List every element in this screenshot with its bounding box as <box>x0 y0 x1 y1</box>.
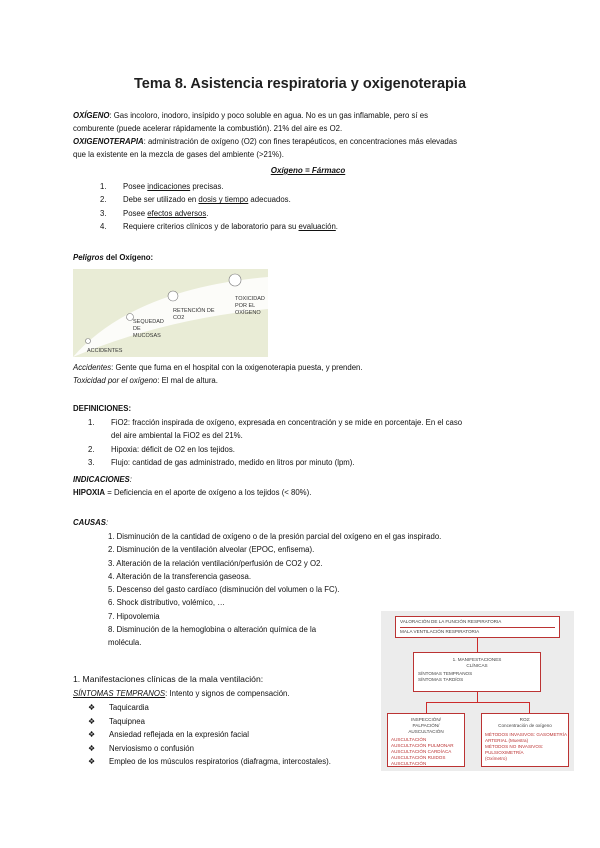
sintoma-item-text: Taquipnea <box>109 716 145 726</box>
farmaco-item-post: precisas. <box>190 182 224 191</box>
diamond-bullet-icon: ❖ <box>88 730 96 740</box>
label-sequedad-2: DE <box>133 326 141 332</box>
farmaco-item-num: 3. <box>100 208 107 218</box>
diagram-mid-title-2: CLÍNICAS <box>466 663 488 668</box>
diagram-connector-1 <box>477 638 478 652</box>
diagram-right-item: MÉTODOS NO INVASIVOS: PULSIOXIMETRÍA <box>485 744 544 755</box>
farmaco-item <box>100 207 338 220</box>
farmaco-item <box>100 220 338 233</box>
definicion-item-line1: FiO2: fracción inspirada de oxígeno, expresada en concentración y se mide en porcentaje. En el caso <box>111 418 463 427</box>
label-toxicidad-3: OXÍGENO <box>235 310 261 316</box>
diagram-top-box <box>395 616 560 638</box>
oxigenoterapia-text-2: que la existente en la mezcla de gases del ambiente (>21%). <box>73 150 284 159</box>
causa-item: 2. Disminución de la ventilación alveolar (EPOC, enfisema). <box>108 545 315 555</box>
diagram-right-title-2: Concentración de oxígeno <box>498 723 552 728</box>
toxicidad-marker <box>229 274 241 286</box>
diagram-top-title: VALORACIÓN DE LA FUNCIÓN RESPIRATORIA <box>400 619 502 624</box>
sintoma-item-text: Taquicardia <box>109 703 149 712</box>
sintoma-item-text: Empleo de los músculos respiratorios (diafragma, intercostales). <box>109 757 331 767</box>
accidentes-note-term: Accidentes <box>73 363 112 372</box>
diamond-bullet-icon: ❖ <box>88 716 96 726</box>
definicion-item <box>88 456 462 469</box>
oxigenoterapia-term: OXIGENOTERAPIA <box>73 137 144 146</box>
causa-item: 6. Shock distributivo, volémico, … <box>108 598 225 608</box>
diagram-left-item: AUSCULTACIÓN PULMONAR <box>391 743 454 748</box>
oxigeno-term: OXÍGENO <box>73 111 110 120</box>
definicion-item <box>88 416 462 443</box>
causa-item: 4. Alteración de la transferencia gaseosa. <box>108 571 252 581</box>
causa-item: 1. Disminución de la cantidad de oxígeno o de la presión parcial del oxígeno en el gas inspirado. <box>108 532 442 541</box>
indicaciones-colon: : <box>129 475 132 484</box>
definicion-item-line2: del aire ambiental la FiO2 es del 21%. <box>111 431 243 441</box>
hipoxia-text: = Deficiencia en el aporte de oxígeno a los tejidos (< 80%). <box>105 488 312 497</box>
definicion-item-text <box>111 456 355 469</box>
definiciones-list <box>88 416 462 470</box>
causa-item: 3. Alteración de la relación ventilación/perfusión de CO2 y O2. <box>108 558 323 568</box>
manifestaciones-heading: 1. Manifestaciones clínicas de la mala ventilación: <box>73 674 264 684</box>
causa-item: 5. Descenso del gasto cardíaco (disminución del volumen o la FC). <box>108 585 340 595</box>
farmaco-item-post: . <box>335 222 338 232</box>
farmaco-item-underlined: dosis y tiempo <box>198 195 249 205</box>
accidentes-marker <box>86 339 91 344</box>
accidentes-note-text: : Gente que fuma en el hospital con la oxigenoterapia puesta, y prenden. <box>111 363 363 372</box>
toxicidad-note-text: : El mal de altura. <box>157 376 218 385</box>
causas-heading: CAUSAS <box>73 518 106 527</box>
peligros-illustration <box>73 269 268 357</box>
diagram-mid-sub-1: SÍNTOMAS TEMPRANOS <box>418 671 473 676</box>
diagram-left-title-3: AUSCULTACIÓN <box>408 729 444 734</box>
farmaco-item-num: 4. <box>100 222 107 232</box>
sintomas-tempranos-text: : Intento y signos de compensación. <box>165 689 290 698</box>
definicion-item-text <box>111 443 235 456</box>
diamond-bullet-icon: ❖ <box>88 703 96 712</box>
diagram-right-box <box>481 713 569 767</box>
farmaco-item-num: 2. <box>100 195 107 205</box>
oxigenoterapia-text-1: : administración de oxígeno (O2) con fines terapéuticos, en concentraciones más elevadas <box>143 137 457 146</box>
diagram-top-sub: MALA VENTILACIÓN RESPIRATORIA <box>400 627 555 635</box>
diamond-bullet-icon: ❖ <box>88 757 96 767</box>
sintoma-item-text: Ansiedad reflejada en la expresión facial <box>109 730 250 740</box>
farmaco-heading: Oxígeno = Fármaco <box>270 166 346 175</box>
farmaco-item-underlined: indicaciones <box>147 182 191 191</box>
peligros-svg <box>73 269 268 357</box>
peligros-heading-rest: del Oxígeno: <box>103 253 154 262</box>
sintoma-item <box>88 728 331 742</box>
definicion-item-text <box>111 416 462 443</box>
label-retencion-2: CO2 <box>173 315 185 321</box>
accidentes-note <box>73 361 543 387</box>
indicaciones-block <box>73 473 543 499</box>
sintoma-item <box>88 715 331 729</box>
diagram-left-item: AUSCULTACIÓN RUIDOS <box>391 755 446 760</box>
farmaco-item <box>100 193 338 206</box>
definicion-item <box>88 443 462 456</box>
definiciones-heading: DEFINICIONES: <box>73 404 132 413</box>
diagram-left-items <box>388 737 464 767</box>
farmaco-list <box>100 180 338 234</box>
oxigeno-text-2: comburente (puede acelerar rápidamente la combustión). 21% del aire es O2. <box>73 124 343 133</box>
peligros-heading-italic: Peligros <box>73 253 104 262</box>
sintoma-item-text: Nerviosismo o confusión <box>109 743 194 753</box>
curve-band <box>73 277 268 357</box>
causas-colon: : <box>105 518 109 527</box>
causa-item: 8. Disminución de la hemoglobina o alteración química de la <box>108 625 317 635</box>
farmaco-item-text <box>123 220 338 233</box>
farmaco-item-pre: Posee <box>123 182 148 191</box>
definicion-item-num: 2. <box>88 444 95 454</box>
toxicidad-note-term: Toxicidad por el oxígeno <box>73 376 158 385</box>
diagram-left-box <box>387 713 465 767</box>
peligros-heading <box>73 251 543 264</box>
sintomas-tempranos-term: SÍNTOMAS TEMPRANOS <box>73 689 166 698</box>
diagram-connector-right <box>529 702 530 713</box>
diagram-right-title-1: RO2: <box>519 717 531 722</box>
label-accidentes: ACCIDENTES <box>87 348 123 354</box>
diagram-mid-sub-2: SÍNTOMAS TARDÍOS <box>418 677 464 682</box>
label-sequedad-1: SEQUEDAD <box>133 319 164 325</box>
sintoma-item <box>88 742 331 756</box>
definicion-item-num: 1. <box>88 418 95 427</box>
indicaciones-heading: INDICACIONES <box>73 475 130 484</box>
farmaco-item-text <box>123 180 224 193</box>
valoracion-diagram <box>381 611 574 771</box>
diagram-right-item: (Oxímetro) <box>485 756 507 761</box>
oxigeno-text-1: : Gas incoloro, inodoro, insípido y poco soluble en agua. No es un gas inflamable, pero sí es <box>109 111 428 120</box>
diagram-left-item: AUSCULTACIÓN <box>391 761 427 766</box>
label-toxicidad-2: POR EL <box>235 303 256 309</box>
farmaco-item-post: . <box>206 208 209 218</box>
definicion-item-num: 3. <box>88 458 95 468</box>
retencion-marker <box>168 291 178 301</box>
diagram-connector-left <box>426 702 427 713</box>
sintoma-item <box>88 755 331 769</box>
diagram-right-item: ARTERIAL (Muestra) <box>485 738 529 743</box>
farmaco-item-text <box>123 193 291 206</box>
definicion-item-line1: Flujo: cantidad de gas administrado, medido en litros por minuto (lpm). <box>111 458 355 468</box>
diagram-left-title-1: INSPECCIÓN/ <box>411 717 441 722</box>
diagram-left-title-2: PALPACIÓN/ <box>412 723 440 728</box>
causas-heading-block <box>73 516 543 529</box>
farmaco-item-pre: Posee <box>123 208 148 218</box>
label-retencion-1: RETENCIÓN DE <box>173 308 215 314</box>
diagram-left-item: AUSCULTACIÓN CARDÍACA <box>391 749 452 754</box>
causa-item: 7. Hipovolemia <box>108 611 160 621</box>
diagram-right-items <box>482 732 568 762</box>
label-sequedad-3: MUCOSAS <box>133 333 161 339</box>
farmaco-item-num: 1. <box>100 182 107 191</box>
causa-item: molécula. <box>108 638 142 648</box>
diagram-mid-title-1: 1. MANIFESTACIONES <box>452 657 502 662</box>
label-toxicidad-1: TOXICIDAD <box>235 296 265 302</box>
oxigeno-definition <box>73 109 543 135</box>
diagram-mid-box <box>413 652 541 692</box>
farmaco-item-text <box>123 207 208 220</box>
sintomas-list <box>88 701 331 769</box>
diagram-connector-2 <box>477 692 478 702</box>
diagram-right-item: MÉTODOS INVASIVOS: GASOMETRÍA <box>485 732 568 737</box>
farmaco-item-underlined: evaluación <box>298 222 336 232</box>
farmaco-item-pre: Debe ser utilizado en <box>123 195 199 205</box>
oxigenoterapia-definition <box>73 135 543 161</box>
farmaco-item-underlined: efectos adversos <box>147 208 207 218</box>
sintoma-item <box>88 701 331 715</box>
hipoxia-term: HIPOXIA <box>73 488 106 497</box>
diamond-bullet-icon: ❖ <box>88 743 96 753</box>
farmaco-item-post: adecuados. <box>248 195 291 205</box>
page-title: Tema 8. Asistencia respiratoria y oxigenoterapia <box>133 76 467 92</box>
farmaco-item <box>100 180 338 193</box>
diagram-connector-h <box>426 702 529 703</box>
farmaco-item-pre: Requiere criterios clínicos y de laboratorio para su <box>123 222 299 232</box>
definicion-item-line1: Hipoxia: déficit de O2 en los tejidos. <box>111 444 235 454</box>
diagram-left-item: AUSCULTACIÓN <box>391 737 427 742</box>
